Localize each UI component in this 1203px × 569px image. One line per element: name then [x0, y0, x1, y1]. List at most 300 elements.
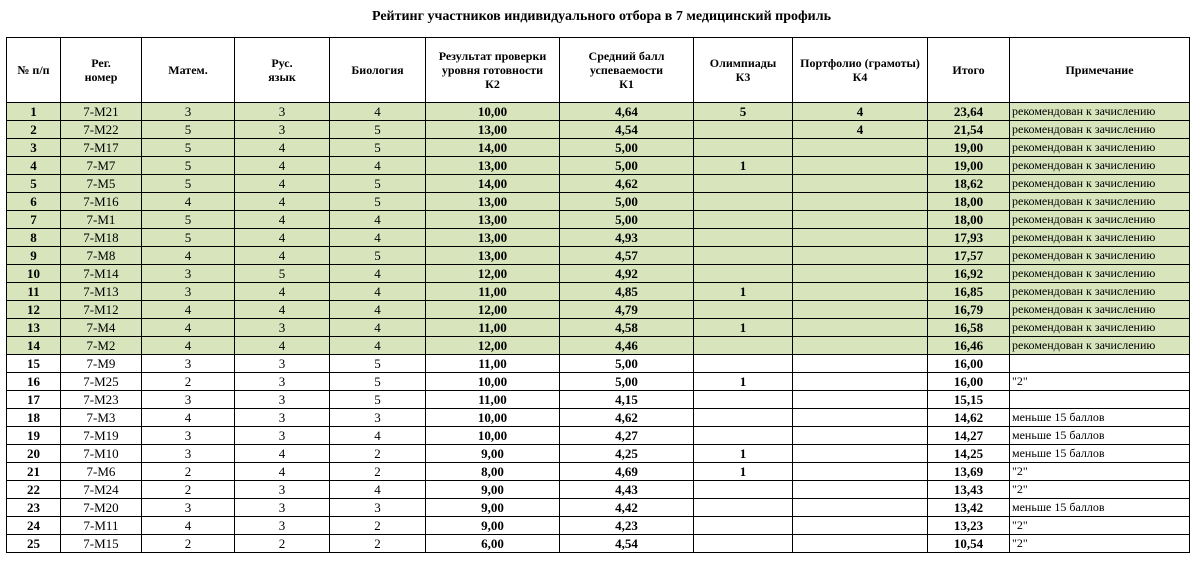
cell-total: 16,92: [928, 265, 1010, 283]
table-row: [7, 535, 1190, 553]
cell-bio: 5: [330, 373, 426, 391]
table-row: [7, 481, 1190, 499]
header-total: Итого: [928, 38, 1010, 103]
cell-num: 17: [7, 391, 61, 409]
cell-rus: 4: [235, 139, 330, 157]
cell-k4: [793, 463, 928, 481]
cell-rus: 4: [235, 337, 330, 355]
table-row: [7, 337, 1190, 355]
table-row: [7, 427, 1190, 445]
cell-total: 18,00: [928, 193, 1010, 211]
cell-total: 13,42: [928, 499, 1010, 517]
cell-k3: [694, 427, 793, 445]
table-row: [7, 499, 1190, 517]
cell-k4: [793, 535, 928, 553]
header-k2: Результат проверки уровня готовности К2: [426, 38, 560, 103]
cell-note: рекомендован к зачислению: [1010, 265, 1190, 283]
cell-total: 13,23: [928, 517, 1010, 535]
cell-rus: 4: [235, 211, 330, 229]
cell-k3: [694, 301, 793, 319]
cell-bio: 5: [330, 355, 426, 373]
cell-k3: [694, 247, 793, 265]
cell-k3: [694, 499, 793, 517]
cell-bio: 2: [330, 535, 426, 553]
cell-total: 19,00: [928, 157, 1010, 175]
cell-num: 22: [7, 481, 61, 499]
cell-k1: 4,62: [560, 175, 694, 193]
cell-k1: 4,25: [560, 445, 694, 463]
cell-reg: 7-М18: [61, 229, 142, 247]
header-k3: Олимпиады К3: [694, 38, 793, 103]
cell-rus: 3: [235, 499, 330, 517]
cell-note: рекомендован к зачислению: [1010, 139, 1190, 157]
cell-note: рекомендован к зачислению: [1010, 229, 1190, 247]
cell-rus: 3: [235, 355, 330, 373]
cell-note: меньше 15 баллов: [1010, 409, 1190, 427]
cell-math: 4: [142, 247, 235, 265]
cell-note: рекомендован к зачислению: [1010, 193, 1190, 211]
cell-k2: 8,00: [426, 463, 560, 481]
cell-k2: 13,00: [426, 193, 560, 211]
cell-reg: 7-М4: [61, 319, 142, 337]
cell-k2: 14,00: [426, 175, 560, 193]
table-row: [7, 355, 1190, 373]
cell-bio: 4: [330, 157, 426, 175]
cell-k2: 13,00: [426, 211, 560, 229]
cell-k4: [793, 355, 928, 373]
cell-num: 14: [7, 337, 61, 355]
cell-num: 9: [7, 247, 61, 265]
cell-math: 5: [142, 229, 235, 247]
table-row: [7, 265, 1190, 283]
cell-k1: 4,54: [560, 535, 694, 553]
cell-num: 7: [7, 211, 61, 229]
cell-k2: 13,00: [426, 229, 560, 247]
table-row: [7, 301, 1190, 319]
cell-k4: 4: [793, 103, 928, 121]
cell-k1: 4,58: [560, 319, 694, 337]
cell-k3: 1: [694, 373, 793, 391]
cell-rus: 4: [235, 157, 330, 175]
cell-k3: 1: [694, 319, 793, 337]
cell-note: меньше 15 баллов: [1010, 445, 1190, 463]
table-row: [7, 121, 1190, 139]
cell-k1: 4,27: [560, 427, 694, 445]
cell-k1: 5,00: [560, 139, 694, 157]
cell-rus: 3: [235, 517, 330, 535]
cell-rus: 4: [235, 193, 330, 211]
table-row: [7, 409, 1190, 427]
cell-note: "2": [1010, 463, 1190, 481]
cell-num: 4: [7, 157, 61, 175]
cell-reg: 7-М22: [61, 121, 142, 139]
cell-k1: 4,23: [560, 517, 694, 535]
cell-math: 3: [142, 103, 235, 121]
cell-total: 21,54: [928, 121, 1010, 139]
cell-rus: 3: [235, 427, 330, 445]
table-row: [7, 193, 1190, 211]
cell-k2: 14,00: [426, 139, 560, 157]
cell-math: 2: [142, 373, 235, 391]
cell-k2: 11,00: [426, 283, 560, 301]
cell-bio: 2: [330, 445, 426, 463]
cell-note: [1010, 391, 1190, 409]
cell-bio: 5: [330, 139, 426, 157]
cell-k1: 4,42: [560, 499, 694, 517]
cell-k2: 12,00: [426, 265, 560, 283]
cell-k2: 10,00: [426, 103, 560, 121]
cell-k1: 4,93: [560, 229, 694, 247]
cell-reg: 7-М14: [61, 265, 142, 283]
cell-k2: 11,00: [426, 355, 560, 373]
cell-num: 3: [7, 139, 61, 157]
cell-k4: [793, 481, 928, 499]
cell-note: рекомендован к зачислению: [1010, 301, 1190, 319]
cell-bio: 5: [330, 193, 426, 211]
cell-k2: 9,00: [426, 445, 560, 463]
cell-rus: 3: [235, 481, 330, 499]
header-num: № п/п: [7, 38, 61, 103]
table-body: [7, 103, 1190, 553]
cell-reg: 7-М21: [61, 103, 142, 121]
cell-rus: 3: [235, 391, 330, 409]
cell-k3: 1: [694, 463, 793, 481]
header-note: Примечание: [1010, 38, 1190, 103]
cell-rus: 4: [235, 247, 330, 265]
cell-k4: [793, 319, 928, 337]
cell-k4: [793, 373, 928, 391]
cell-math: 2: [142, 481, 235, 499]
table-row: [7, 229, 1190, 247]
header-bio: Биология: [330, 38, 426, 103]
header-math: Матем.: [142, 38, 235, 103]
cell-reg: 7-М25: [61, 373, 142, 391]
cell-bio: 4: [330, 319, 426, 337]
cell-reg: 7-М1: [61, 211, 142, 229]
cell-k1: 4,54: [560, 121, 694, 139]
cell-rus: 5: [235, 265, 330, 283]
cell-bio: 4: [330, 427, 426, 445]
cell-k1: 4,79: [560, 301, 694, 319]
cell-k2: 10,00: [426, 409, 560, 427]
table-row: [7, 517, 1190, 535]
cell-rus: 4: [235, 445, 330, 463]
table-row: [7, 463, 1190, 481]
cell-k3: [694, 265, 793, 283]
cell-reg: 7-М7: [61, 157, 142, 175]
cell-math: 2: [142, 535, 235, 553]
cell-k1: 4,43: [560, 481, 694, 499]
cell-reg: 7-М20: [61, 499, 142, 517]
cell-total: 19,00: [928, 139, 1010, 157]
table-row: [7, 373, 1190, 391]
cell-num: 11: [7, 283, 61, 301]
cell-math: 5: [142, 211, 235, 229]
cell-k3: [694, 121, 793, 139]
cell-bio: 4: [330, 481, 426, 499]
cell-note: рекомендован к зачислению: [1010, 103, 1190, 121]
cell-note: меньше 15 баллов: [1010, 499, 1190, 517]
cell-bio: 4: [330, 103, 426, 121]
table-row: [7, 445, 1190, 463]
cell-k4: [793, 193, 928, 211]
table-row: [7, 319, 1190, 337]
cell-k3: 1: [694, 445, 793, 463]
cell-k4: [793, 247, 928, 265]
page-title: Рейтинг участников индивидуального отбора в 7 медицинский профиль: [371, 9, 832, 24]
cell-reg: 7-М16: [61, 193, 142, 211]
cell-num: 2: [7, 121, 61, 139]
cell-bio: 2: [330, 517, 426, 535]
cell-k4: [793, 499, 928, 517]
cell-note: "2": [1010, 517, 1190, 535]
cell-k4: [793, 337, 928, 355]
cell-rus: 3: [235, 319, 330, 337]
cell-k2: 12,00: [426, 301, 560, 319]
cell-reg: 7-М15: [61, 535, 142, 553]
cell-math: 3: [142, 265, 235, 283]
cell-k4: [793, 445, 928, 463]
header-row: [7, 38, 1190, 103]
cell-note: рекомендован к зачислению: [1010, 121, 1190, 139]
header-reg: Рег. номер: [61, 38, 142, 103]
cell-total: 14,25: [928, 445, 1010, 463]
cell-bio: 4: [330, 229, 426, 247]
cell-k3: 1: [694, 157, 793, 175]
cell-math: 5: [142, 157, 235, 175]
cell-reg: 7-М13: [61, 283, 142, 301]
cell-reg: 7-М2: [61, 337, 142, 355]
table-row: [7, 157, 1190, 175]
cell-k4: [793, 229, 928, 247]
cell-math: 3: [142, 499, 235, 517]
cell-num: 21: [7, 463, 61, 481]
cell-k2: 11,00: [426, 319, 560, 337]
table-row: [7, 103, 1190, 121]
cell-bio: 4: [330, 265, 426, 283]
cell-total: 16,85: [928, 283, 1010, 301]
cell-k3: [694, 409, 793, 427]
cell-note: "2": [1010, 373, 1190, 391]
cell-num: 5: [7, 175, 61, 193]
cell-k2: 10,00: [426, 373, 560, 391]
cell-num: 13: [7, 319, 61, 337]
cell-k1: 5,00: [560, 211, 694, 229]
cell-total: 15,15: [928, 391, 1010, 409]
cell-math: 4: [142, 319, 235, 337]
cell-num: 18: [7, 409, 61, 427]
cell-reg: 7-М11: [61, 517, 142, 535]
cell-num: 23: [7, 499, 61, 517]
cell-bio: 5: [330, 391, 426, 409]
cell-math: 3: [142, 391, 235, 409]
cell-math: 5: [142, 139, 235, 157]
cell-math: 4: [142, 337, 235, 355]
cell-reg: 7-М6: [61, 463, 142, 481]
cell-k2: 11,00: [426, 391, 560, 409]
cell-k1: 4,62: [560, 409, 694, 427]
cell-k4: [793, 211, 928, 229]
cell-total: 18,00: [928, 211, 1010, 229]
cell-num: 8: [7, 229, 61, 247]
cell-k3: [694, 535, 793, 553]
cell-rus: 2: [235, 535, 330, 553]
cell-k4: [793, 157, 928, 175]
cell-k1: 5,00: [560, 355, 694, 373]
cell-k1: 4,85: [560, 283, 694, 301]
cell-math: 4: [142, 301, 235, 319]
cell-note: [1010, 355, 1190, 373]
cell-k1: 5,00: [560, 193, 694, 211]
cell-k4: 4: [793, 121, 928, 139]
cell-reg: 7-М17: [61, 139, 142, 157]
cell-num: 10: [7, 265, 61, 283]
cell-k1: 4,92: [560, 265, 694, 283]
cell-k4: [793, 283, 928, 301]
cell-total: 16,46: [928, 337, 1010, 355]
cell-num: 20: [7, 445, 61, 463]
cell-k3: [694, 517, 793, 535]
cell-total: 14,27: [928, 427, 1010, 445]
cell-k1: 4,46: [560, 337, 694, 355]
cell-rus: 3: [235, 121, 330, 139]
cell-reg: 7-М10: [61, 445, 142, 463]
cell-bio: 4: [330, 211, 426, 229]
cell-k2: 12,00: [426, 337, 560, 355]
cell-k3: [694, 175, 793, 193]
cell-k2: 9,00: [426, 481, 560, 499]
cell-k2: 13,00: [426, 121, 560, 139]
cell-bio: 4: [330, 301, 426, 319]
cell-reg: 7-М19: [61, 427, 142, 445]
cell-k3: [694, 211, 793, 229]
rating-table: [6, 37, 1190, 553]
cell-reg: 7-М3: [61, 409, 142, 427]
cell-note: рекомендован к зачислению: [1010, 319, 1190, 337]
cell-num: 6: [7, 193, 61, 211]
cell-note: рекомендован к зачислению: [1010, 175, 1190, 193]
header-k1: Средний балл успеваемости К1: [560, 38, 694, 103]
cell-k1: 4,64: [560, 103, 694, 121]
cell-math: 5: [142, 121, 235, 139]
cell-total: 23,64: [928, 103, 1010, 121]
cell-rus: 4: [235, 229, 330, 247]
cell-note: рекомендован к зачислению: [1010, 337, 1190, 355]
cell-bio: 4: [330, 337, 426, 355]
cell-note: рекомендован к зачислению: [1010, 247, 1190, 265]
cell-total: 17,57: [928, 247, 1010, 265]
cell-bio: 3: [330, 409, 426, 427]
cell-math: 3: [142, 445, 235, 463]
cell-k2: 13,00: [426, 247, 560, 265]
cell-bio: 5: [330, 247, 426, 265]
cell-math: 4: [142, 193, 235, 211]
cell-k4: [793, 517, 928, 535]
table-row: [7, 391, 1190, 409]
cell-note: "2": [1010, 481, 1190, 499]
cell-k4: [793, 265, 928, 283]
cell-note: рекомендован к зачислению: [1010, 157, 1190, 175]
cell-k2: 10,00: [426, 427, 560, 445]
cell-rus: 3: [235, 103, 330, 121]
cell-math: 4: [142, 409, 235, 427]
cell-num: 25: [7, 535, 61, 553]
cell-k1: 4,69: [560, 463, 694, 481]
cell-k4: [793, 175, 928, 193]
cell-k3: [694, 391, 793, 409]
cell-k3: [694, 481, 793, 499]
cell-k4: [793, 301, 928, 319]
cell-math: 3: [142, 355, 235, 373]
cell-note: "2": [1010, 535, 1190, 553]
cell-total: 13,69: [928, 463, 1010, 481]
cell-math: 3: [142, 427, 235, 445]
cell-reg: 7-М8: [61, 247, 142, 265]
cell-bio: 2: [330, 463, 426, 481]
table-row: [7, 175, 1190, 193]
cell-num: 19: [7, 427, 61, 445]
cell-total: 16,00: [928, 373, 1010, 391]
cell-total: 16,00: [928, 355, 1010, 373]
cell-note: меньше 15 баллов: [1010, 427, 1190, 445]
cell-note: рекомендован к зачислению: [1010, 283, 1190, 301]
cell-k1: 4,15: [560, 391, 694, 409]
table-row: [7, 283, 1190, 301]
cell-k1: 4,57: [560, 247, 694, 265]
cell-num: 16: [7, 373, 61, 391]
cell-num: 1: [7, 103, 61, 121]
cell-k4: [793, 427, 928, 445]
cell-k1: 5,00: [560, 373, 694, 391]
cell-reg: 7-М5: [61, 175, 142, 193]
cell-total: 14,62: [928, 409, 1010, 427]
cell-k2: 9,00: [426, 517, 560, 535]
cell-total: 16,58: [928, 319, 1010, 337]
cell-reg: 7-М24: [61, 481, 142, 499]
cell-math: 4: [142, 517, 235, 535]
cell-rus: 3: [235, 409, 330, 427]
cell-bio: 5: [330, 121, 426, 139]
table-row: [7, 139, 1190, 157]
cell-k3: [694, 193, 793, 211]
cell-k4: [793, 391, 928, 409]
cell-k4: [793, 409, 928, 427]
cell-total: 10,54: [928, 535, 1010, 553]
cell-reg: 7-М23: [61, 391, 142, 409]
table-row: [7, 211, 1190, 229]
cell-num: 24: [7, 517, 61, 535]
cell-rus: 4: [235, 175, 330, 193]
cell-math: 3: [142, 283, 235, 301]
cell-rus: 4: [235, 301, 330, 319]
cell-rus: 4: [235, 283, 330, 301]
cell-bio: 3: [330, 499, 426, 517]
cell-rus: 4: [235, 463, 330, 481]
cell-bio: 5: [330, 175, 426, 193]
cell-k3: [694, 229, 793, 247]
cell-total: 16,79: [928, 301, 1010, 319]
cell-k2: 13,00: [426, 157, 560, 175]
cell-k2: 6,00: [426, 535, 560, 553]
cell-math: 2: [142, 463, 235, 481]
cell-num: 12: [7, 301, 61, 319]
table-row: [7, 247, 1190, 265]
cell-k4: [793, 139, 928, 157]
cell-math: 5: [142, 175, 235, 193]
cell-k1: 5,00: [560, 157, 694, 175]
cell-reg: 7-М12: [61, 301, 142, 319]
cell-k3: [694, 139, 793, 157]
